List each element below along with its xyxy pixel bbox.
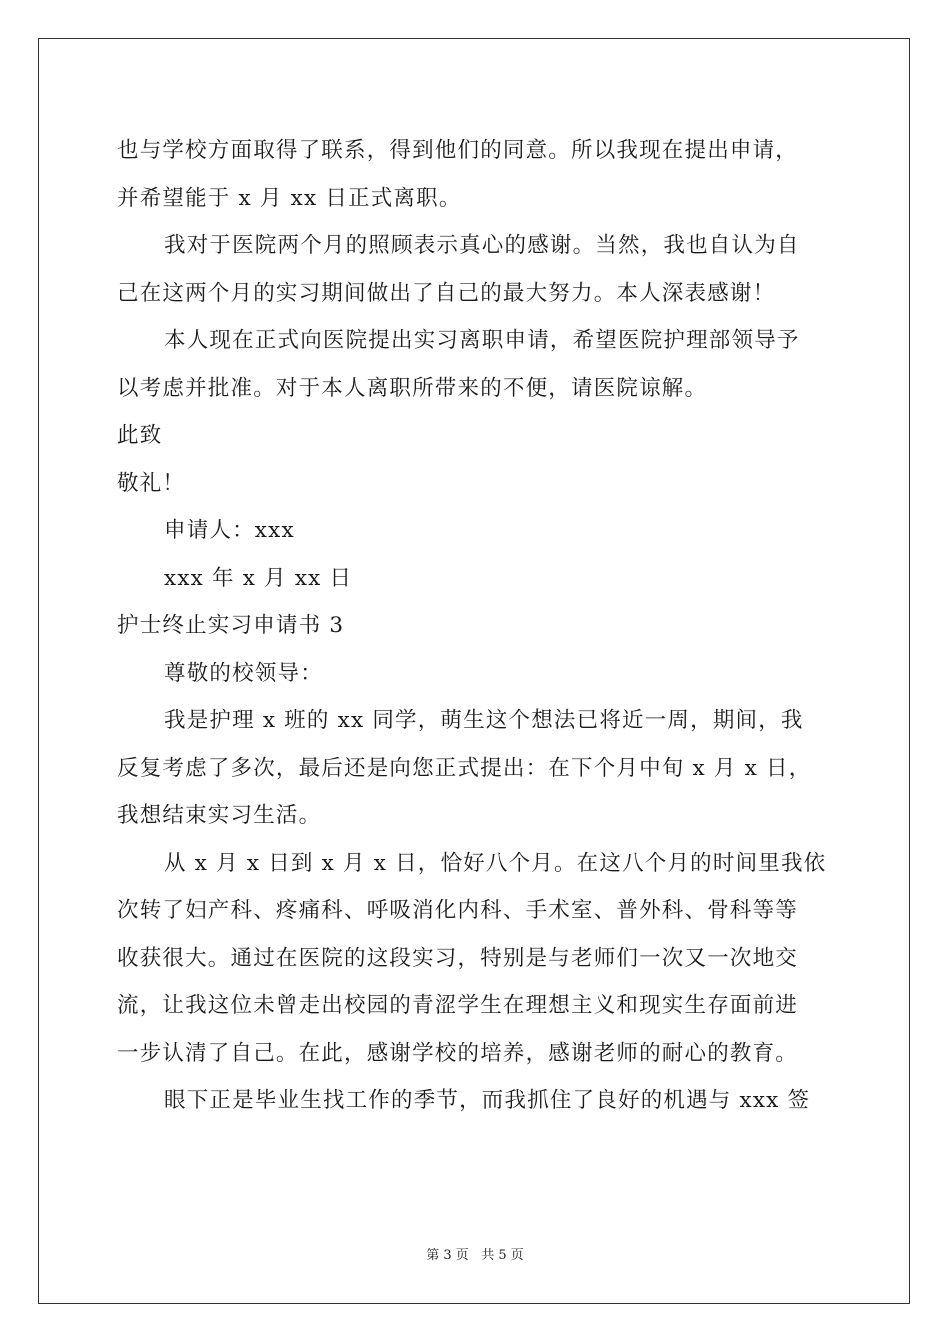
text-line: 也与学校方面取得了联系，得到他们的同意。所以我现在提出申请， [117,138,799,163]
text-line: 我想结束实习生活。 [117,803,322,828]
salutation-regards: 敬礼！ [117,470,186,496]
text-line: 次转了妇产科、疼痛科、呼吸消化内科、手术室、普外科、骨科等等 [117,898,799,923]
section-heading: 护士终止实习申请书 3 [117,613,345,638]
total-pages: 共 5 页 [481,1248,524,1263]
page-footer [0,1247,950,1265]
text-line: 我是护理 x 班的 xx 同学，萌生这个想法已将近一周，期间，我 [164,708,804,733]
text-line: 我对于医院两个月的照顾表示真心的感谢。当然，我也自认为自 [164,233,800,258]
text-line: 收获很大。通过在医院的这段实习，特别是与老师们一次又一次地交 [117,945,799,971]
current-page-number: 第 3 页 [426,1248,469,1263]
text-line: 己在这两个月的实习期间做出了自己的最大努力。本人深表感谢！ [117,280,776,306]
document-body [117,127,835,1125]
letter-greeting: 尊敬的校领导： [164,660,323,686]
text-line: 反复考虑了多次，最后还是向您正式提出：在下个月中旬 x 月 x 日， [117,755,812,781]
applicant-signature: 申请人：xxx [164,518,295,543]
salutation-closing: 此致 [117,423,163,448]
text-line: 从 x 月 x 日到 x 月 x 日，恰好八个月。在这八个月的时间里我依 [164,850,827,876]
text-line: 一步认清了自己。在此，感谢学校的培养，感谢老师的耐心的教育。 [117,1040,799,1066]
signature-date: xxx 年 x 月 xx 日 [164,565,353,591]
text-line: 以考虑并批准。对于本人离职所带来的不便，请医院谅解。 [117,375,708,401]
text-line: 本人现在正式向医院提出实习离职申请，希望医院护理部领导予 [164,328,800,353]
text-line: 眼下正是毕业生找工作的季节，而我抓住了良好的机遇与 xxx 签 [164,1088,811,1113]
text-line: 并希望能于 x 月 xx 日正式离职。 [117,185,462,211]
text-line: 流，让我这位未曾走出校园的青涩学生在理想主义和现实生存面前进 [117,993,799,1018]
